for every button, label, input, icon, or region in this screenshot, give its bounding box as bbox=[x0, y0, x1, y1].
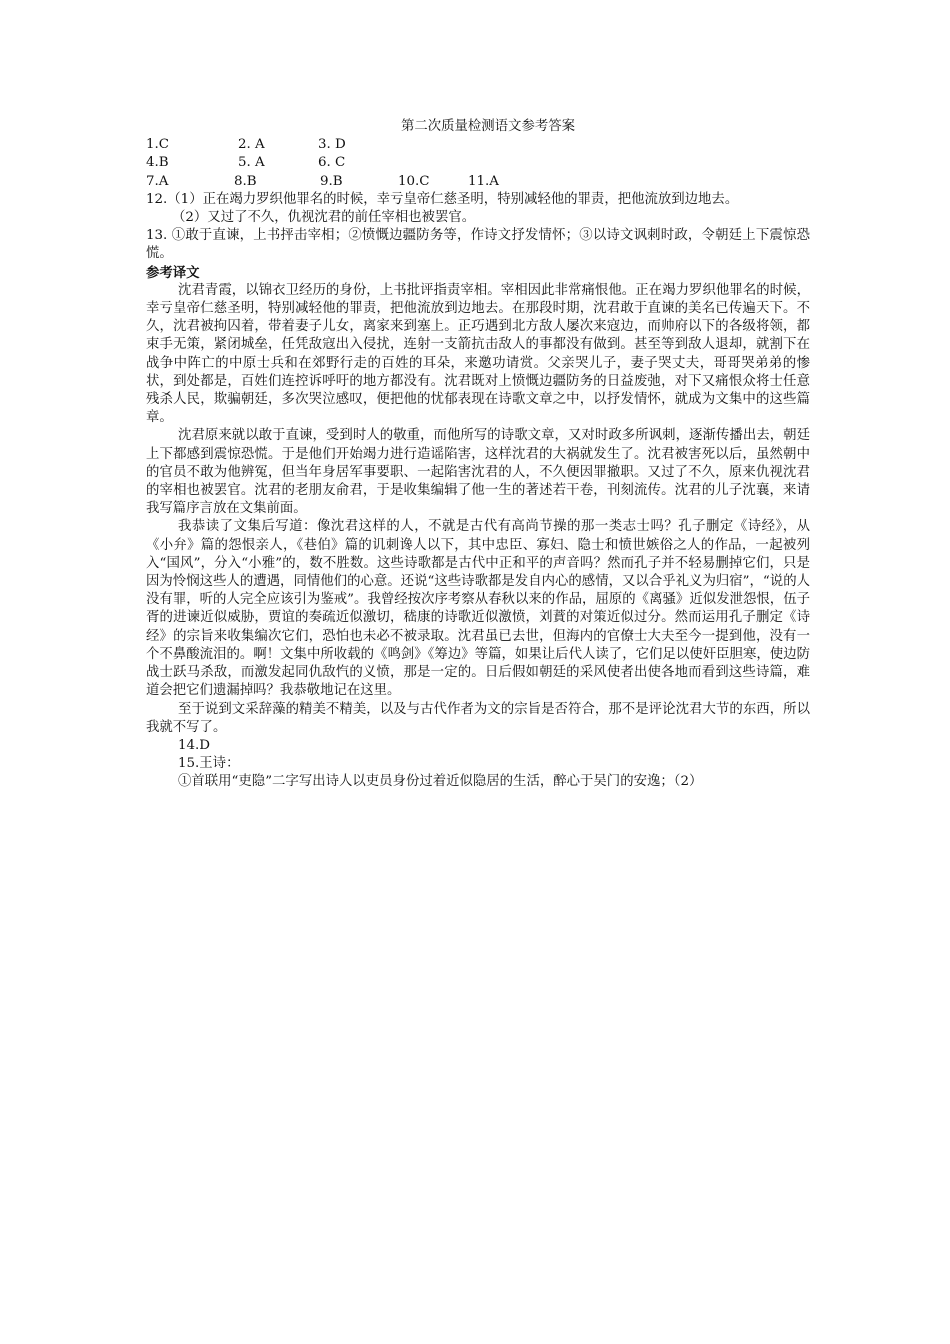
q13-answer: 13. ①敢于直谏，上书抨击宰相；②愤慨边疆防务等，作诗文抒发情怀；③以诗文讽刺时政，令朝廷上下震惊恐慌。 bbox=[146, 228, 810, 262]
mcq-row-3 bbox=[146, 173, 810, 191]
mcq-row-2 bbox=[146, 154, 810, 172]
answer-7: 7.A bbox=[146, 173, 169, 189]
q14-answer: 14.D bbox=[178, 737, 211, 753]
answer-document bbox=[146, 118, 810, 792]
q15-point-1: ①首联用“吏隐”二字写出诗人以吏员身份过着近似隐居的生活，醉心于吴门的安逸；（2） bbox=[178, 774, 703, 790]
answer-10: 10.C bbox=[398, 173, 430, 189]
answer-9: 9.B bbox=[320, 173, 343, 189]
answer-2: 2. A bbox=[238, 137, 265, 153]
q12-part-2: （2）又过了不久，仇视沈君的前任宰相也被罢官。 bbox=[172, 210, 476, 226]
answer-5: 5. A bbox=[238, 155, 265, 171]
q12-part-1: 12.（1）正在竭力罗织他罪名的时候，幸亏皇帝仁慈圣明，特别减轻他的罪责，把他流放到边地去。 bbox=[146, 191, 739, 207]
translation-paragraph-3: 我恭读了文集后写道：像沈君这样的人，不就是古代有高尚节操的那一类志士吗？孔子删定《诗经》，从《小弁》篇的怨恨亲人，《巷伯》篇的讥刺谗人以下，其中忠臣、寡妇、隐士和愤世嫉俗之人的作品，一起被列入“国风”，分入“小雅”的，数不胜数。这些诗歌都是古代中正和平的声音吗？然而孔子并不轻易删掉它们，只是因为怜悯这些人的遭遇，同情他们的心意。还说“这些诗歌都是发自内心的感情，又以合乎礼义为归宿”，“说的人没有罪，听的人完全应该引为鉴戒”。我曾经按次序考察从春秋以来的作品，屈原的《离骚》近似发泄怨恨，伍子胥的进谏近似威胁，贾谊的奏疏近似激切，嵇康的诗歌近似激愤，刘蕡的对策近似过分。然而运用孔子删定《诗经》的宗旨来收集编次它们，恐怕也未必不被录取。沈君虽已去世，但海内的官僚士大夫至今一提到他，没有一个不鼻酸流泪的。啊！文集中所收载的《鸣剑》《筹边》等篇，如果让后代人读了，它们足以使奸臣胆寒，使边防战士跃马杀敌，而激发起同仇敌忾的义愤，那是一定的。日后假如朝廷的采风使者出使各地而看到这些诗篇，难道会把它们遗漏掉吗？我恭敬地记在这里。 bbox=[146, 519, 810, 699]
answer-3: 3. D bbox=[318, 137, 346, 153]
answer-11: 11.A bbox=[468, 173, 499, 189]
answer-8: 8.B bbox=[234, 173, 257, 189]
translation-paragraph-4: 至于说到文采辞藻的精美不精美，以及与古代作者为文的宗旨是否符合，那不是评论沈君大节的东西，所以我就不写了。 bbox=[146, 701, 810, 735]
mcq-row-1 bbox=[146, 136, 810, 154]
answer-6: 6. C bbox=[318, 155, 346, 171]
answer-1: 1.C bbox=[146, 137, 170, 153]
q15-heading: 15.王诗： bbox=[178, 756, 240, 772]
translation-paragraph-1: 沈君青霞，以锦衣卫经历的身份，上书批评指责宰相。宰相因此非常痛恨他。正在竭力罗织他罪名的时候，幸亏皇帝仁慈圣明，特别减轻他的罪责，把他流放到边地去。在那段时期，沈君敢于直谏的美名已传遍天下。不久，沈君被拘囚着，带着妻子儿女，离家来到塞上。正巧遇到北方敌人屡次来寇边，而帅府以下的各级将领，都束手无策，紧闭城垒，任凭敌寇出入侵扰，连射一支箭抗击敌人的事都没有做到。甚至等到敌人退却，就割下在战争中阵亡的中原士兵和在郊野行走的百姓的耳朵，来邀功请赏。父亲哭儿子，妻子哭丈夫，哥哥哭弟弟的惨状，到处都是，百姓们连控诉呼吁的地方都没有。沈君既对上愤慨边疆防务的日益废弛，对下又痛恨众将士任意残杀人民，欺骗朝廷，多次哭泣感叹，便把他的忧郁表现在诗歌文章之中，以抒发情怀，就成为文集中的这些篇章。 bbox=[146, 282, 810, 426]
translation-paragraph-2: 沈君原来就以敢于直谏，受到时人的敬重，而他所写的诗歌文章，又对时政多所讽刺，逐渐传播出去，朝廷上下都感到震惊恐慌。于是他们开始竭力进行造谣陷害，这样沈君的大祸就发生了。沈君被害死以后，虽然朝中的官员不敢为他辨冤，但当年身居军事要职、一起陷害沈君的人，不久便因罪撤职。又过了不久，原来仇视沈君的宰相也被罢官。沈君的老朋友俞君，于是收集编辑了他一生的著述若干卷，刊刻流传。沈君的儿子沈襄，来请我写篇序言放在文集前面。 bbox=[146, 428, 810, 517]
document-title: 第二次质量检测语文参考答案 bbox=[400, 119, 576, 134]
answer-4: 4.B bbox=[146, 155, 169, 171]
translation-heading: 参考译文 bbox=[146, 264, 200, 281]
